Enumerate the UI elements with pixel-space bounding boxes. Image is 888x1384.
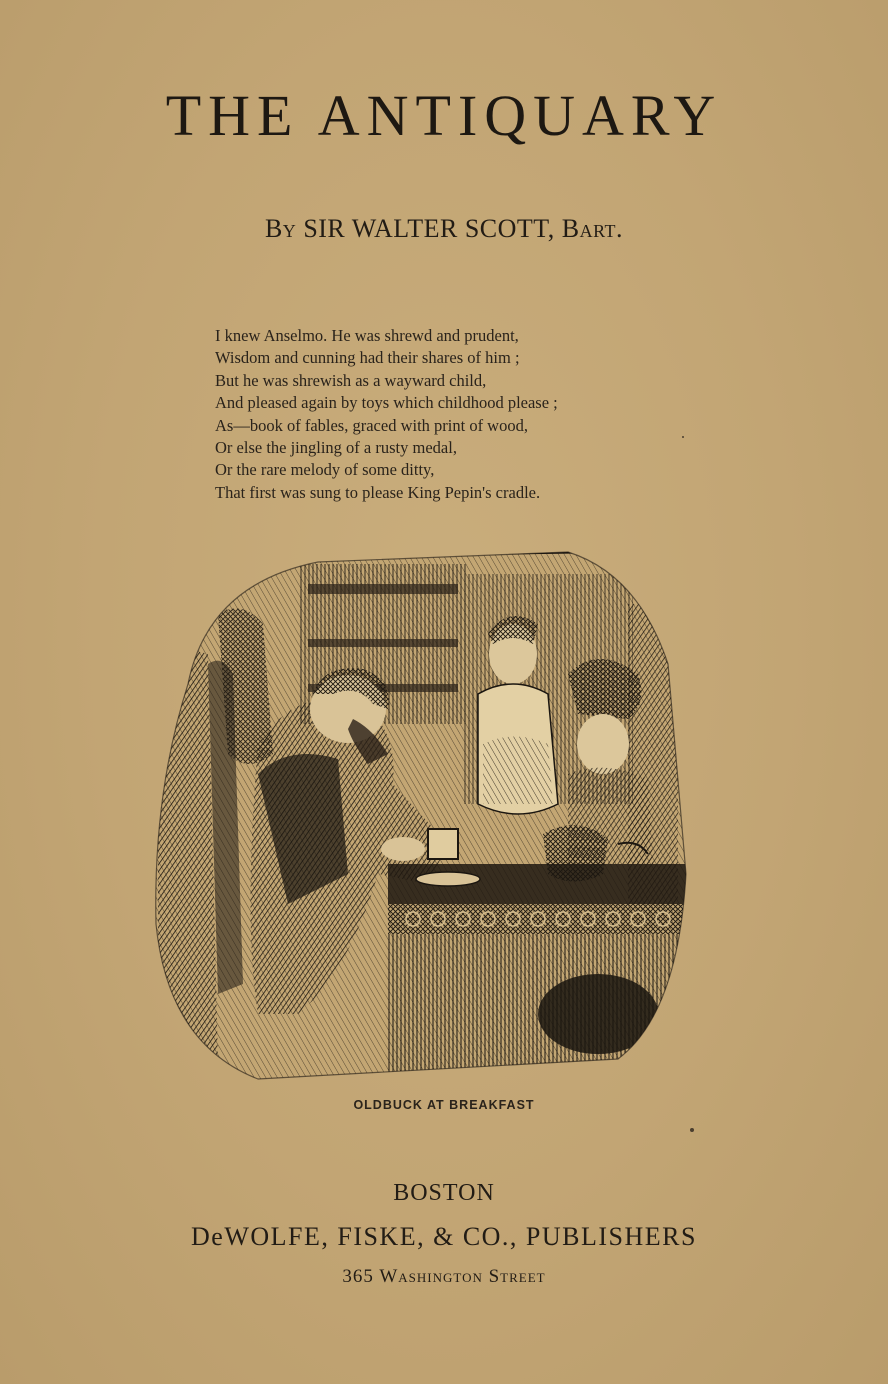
byline-author: SIR WALTER SCOTT,: [303, 214, 555, 243]
epigraph-line: That first was sung to please King Pepin's cradle.: [215, 482, 541, 502]
epigraph-line: And pleased again by toys which childhood please ;: [215, 393, 558, 413]
epigraph-line: I knew Anselmo. He was shrewd and prudent,: [215, 326, 519, 345]
byline-suffix: Bart.: [561, 214, 624, 243]
illustration-caption: OLDBUCK AT BREAKFAST: [353, 1098, 535, 1112]
epigraph-line: But he was shrewish as a wayward child,: [215, 370, 487, 390]
imprint-city: BOSTON: [393, 1180, 495, 1206]
epigraph: [215, 325, 675, 504]
epigraph-line: As—book of fables, graced with print of wood,: [215, 415, 528, 435]
engraving-illustration: [148, 544, 688, 1084]
imprint-address: 365 Washington Street: [342, 1266, 546, 1287]
paper-speck: [690, 1128, 694, 1132]
epigraph-line: Or the rare melody of some ditty,: [215, 460, 435, 480]
paper-speck: [682, 436, 684, 438]
byline-prefix: By: [264, 214, 297, 243]
byline: [0, 214, 888, 244]
imprint-publisher: DeWOLFE, FISKE, & CO., PUBLISHERS: [191, 1222, 697, 1251]
book-title: THE ANTIQUARY: [165, 83, 723, 148]
engraving-scene: [148, 544, 688, 1084]
epigraph-line: Wisdom and cunning had their shares of him ;: [215, 348, 520, 368]
epigraph-line: Or else the jingling of a rusty medal,: [215, 438, 457, 458]
